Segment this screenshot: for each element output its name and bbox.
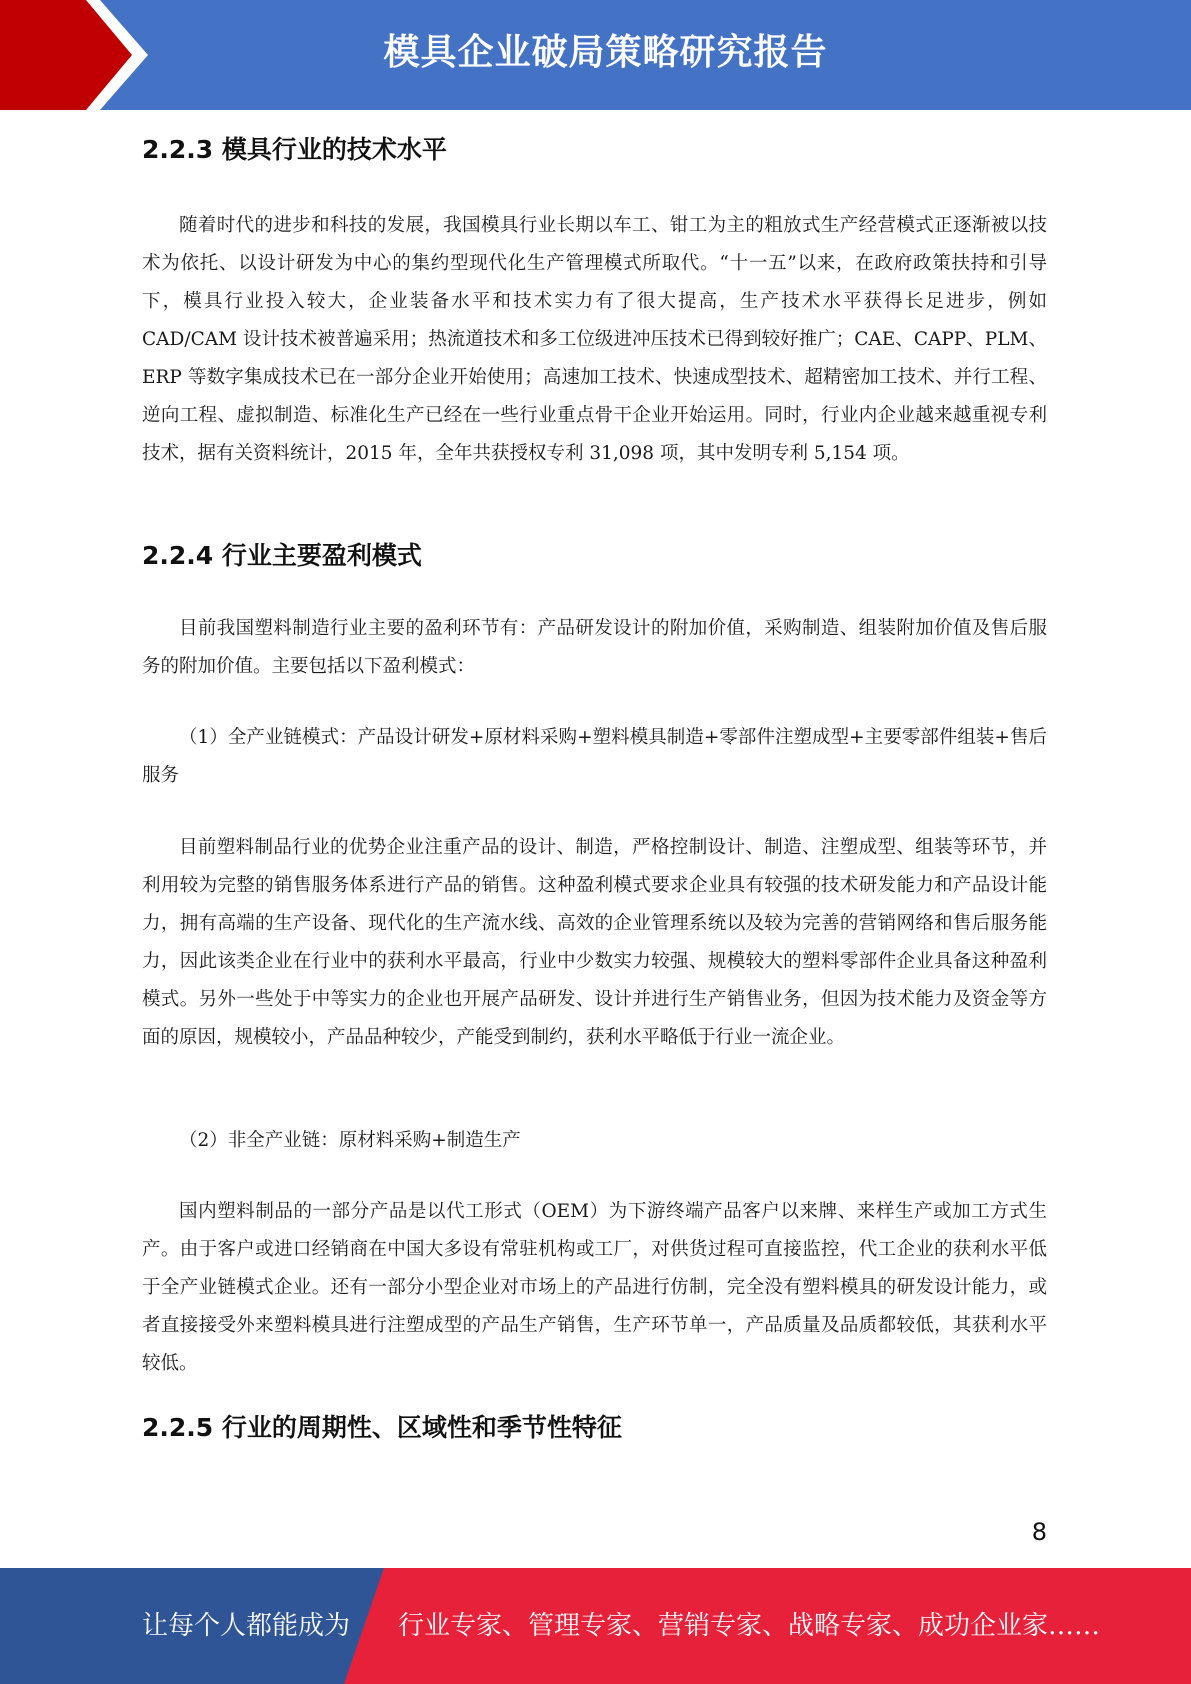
section-heading-2-2-4: 2.2.4 行业主要盈利模式 <box>142 541 422 570</box>
paragraph-full-chain-model: （1）全产业链模式：产品设计研发+原材料采购+塑料模具制造+零部件注塑成型+主要零部件组装+售后服务 <box>142 727 1047 786</box>
footer-banner <box>0 1568 1191 1684</box>
page-number: 8 <box>1031 1518 1047 1546</box>
paragraph-partial-chain-detail: 国内塑料制品的一部分产品是以代工形式（OEM）为下游终端产品客户以来牌、来样生产或加工方式生产。由于客户或进口经销商在中国大多设有常驻机构或工厂，对供货过程可直接监控，代工企业的获利水平低于全产业链模式企业。还有一部分小型企业对市场上的产品进行仿制，完全没有塑料模具的研发设计能力，或者直接接受外来塑料模具进行注塑成型的产品生产销售，生产环节单一，产品质量及品质都较低，其获利水平较低。 <box>142 1201 1047 1374</box>
paragraph-technology-level: 随着时代的进步和科技的发展，我国模具行业长期以车工、钳工为主的粗放式生产经营模式正逐渐被以技术为依托、以设计研发为中心的集约型现代化生产管理模式所取代。“十一五”以来，在政府政策扶持和引导下，模具行业投入较大，企业装备水平和技术实力有了很大提高，生产技术水平获得长足进步，例如CAD/CAM 设计技术被普遍采用；热流道技术和多工位级进冲压技术已得到较好推广；CAE、CAPP、PLM、ERP 等数字集成技术已在一部分企业开始使用；高速加工技术、快速成型技术、超精密加工技术、并行工程、逆向工程、虚拟制造、标准化生产已经在一些行业重点骨干企业开始运用。同时，行业内企业越来越重视专利技术，据有关资料统计，2015 年，全年共获授权专利 31,098 项，其中发明专利 5,154 项。 <box>142 215 1047 464</box>
section-heading-2-2-5: 2.2.5 行业的周期性、区域性和季节性特征 <box>142 1413 622 1442</box>
header-banner <box>0 0 1191 110</box>
report-title: 模具企业破局策略研究报告 <box>383 32 828 73</box>
paragraph-profit-intro: 目前我国塑料制造行业主要的盈利环节有：产品研发设计的附加价值，采购制造、组装附加价值及售后服务的附加价值。主要包括以下盈利模式： <box>142 618 1047 677</box>
paragraph-full-chain-detail: 目前塑料制品行业的优势企业注重产品的设计、制造，严格控制设计、制造、注塑成型、组装等环节，并利用较为完整的销售服务体系进行产品的销售。这种盈利模式要求企业具有较强的技术研发能力和产品设计能力，拥有高端的生产设备、现代化的生产流水线、高效的企业管理系统以及较为完善的营销网络和售后服务能力，因此该类企业在行业中的获利水平最高，行业中少数实力较强、规模较大的塑料零部件企业具备这种盈利模式。另外一些处于中等实力的企业也开展产品研发、设计并进行生产销售业务，但因为技术能力及资金等方面的原因，规模较小，产品品种较少，产能受到制约，获利水平略低于行业一流企业。 <box>142 837 1047 1048</box>
footer-slogan-right: 行业专家、管理专家、营销专家、战略专家、成功企业家…… <box>398 1611 1101 1641</box>
footer-slogan-left: 让每个人都能成为 <box>142 1611 351 1641</box>
section-heading-2-2-3: 2.2.3 模具行业的技术水平 <box>142 135 447 164</box>
paragraph-partial-chain-model: （2）非全产业链：原材料采购+制造生产 <box>179 1130 521 1151</box>
